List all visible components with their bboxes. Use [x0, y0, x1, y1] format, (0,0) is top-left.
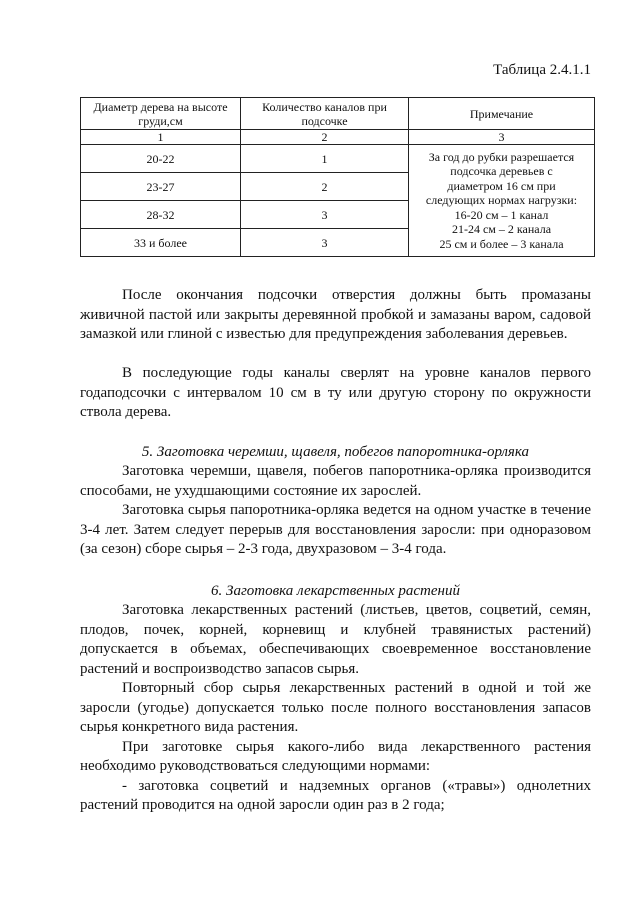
paragraph: Заготовка черемши, щавеля, побегов папоротника-орляка производится способами, не ухудшающими состояние их зарослей.: [80, 463, 591, 499]
section-6-heading: 6. Заготовка лекарственных растений: [211, 583, 460, 599]
table-header-row: [81, 98, 595, 130]
col-number-3: 3: [409, 130, 595, 145]
note-line: подсочка деревьев с: [450, 164, 553, 179]
diameter-cell: 20-22: [81, 145, 241, 173]
section-5-body: [80, 462, 591, 560]
paragraph: - заготовка соцветий и надземных органов («травы») однолетних растений проводится на одной заросли один раз в 2 года;: [80, 777, 591, 813]
diameter-cell: 28-32: [81, 201, 241, 229]
note-line: 16-20 см – 1 канал: [454, 207, 549, 222]
channels-cell: 1: [241, 145, 409, 173]
section-heading-block: [80, 443, 591, 463]
channels-cell: 3: [241, 229, 409, 257]
paragraph: Повторный сбор сырья лекарственных растений в одной и той же заросли (угодье) допускается только после полного восстановления запасов сырья конкретного вида растения.: [80, 680, 591, 735]
table-column-number-row: [81, 130, 595, 145]
paragraph: Заготовка сырья папоротника-орляка ведется на одном участке в течение 3-4 лет. Затем следует перерыв для восстановления заросли: при одноразовом (за сезон) сборе сырья – 2-3 года, двухразовом – 3-4 года.: [80, 502, 591, 557]
paragraph-block: [80, 286, 591, 345]
header-channels: Количество каналов при подсочке: [241, 98, 409, 130]
note-line: диаметром 16 см при: [447, 178, 556, 193]
header-note: Примечание: [409, 98, 595, 130]
channels-cell: 3: [241, 201, 409, 229]
paragraph-block: [80, 364, 591, 423]
section-heading-block: [80, 582, 591, 602]
section-5-heading: 5. Заготовка черемши, щавеля, побегов папоротника-орляка: [141, 444, 530, 460]
section-6-body: [80, 601, 591, 816]
note-line: следующих нормах нагрузки:: [425, 193, 578, 208]
note-cell: [409, 145, 595, 257]
paragraph: В последующие годы каналы сверлят на уровне каналов первого годаподсочки с интервалом 10 см в ту или другую сторону по окружности ствола дерева.: [80, 365, 591, 420]
tapping-norms-table: [80, 97, 595, 257]
note-line: За год до рубки разрешается: [428, 149, 575, 164]
table-row: [81, 145, 595, 173]
paragraph: После окончания подсочки отверстия должны быть промазаны живичной пастой или закрыты деревянной пробкой и замазаны варом, садовой замазкой или глиной с известью для предупреждения заболевания деревьев.: [80, 287, 591, 342]
diameter-cell: 23-27: [81, 173, 241, 201]
note-line: 21-24 см – 2 канала: [451, 222, 552, 237]
paragraph: При заготовке сырья какого-либо вида лекарственного растения необходимо руководствоваться следующими нормами:: [80, 738, 591, 774]
diameter-cell: 33 и более: [81, 229, 241, 257]
paragraph: Заготовка лекарственных растений (листьев, цветов, соцветий, семян, плодов, почек, корней, корневищ и клубней травянистых растений) допускается в объемах, обеспечивающих своевременное восстановление растений и воспроизводство запасов сырья.: [80, 602, 591, 677]
col-number-1: 1: [81, 130, 241, 145]
header-diameter: Диаметр дерева на высоте груди,см: [81, 98, 241, 130]
channels-cell: 2: [241, 173, 409, 201]
table-label: Таблица 2.4.1.1: [493, 62, 591, 78]
col-number-2: 2: [241, 130, 409, 145]
note-line: 25 см и более – 3 канала: [439, 236, 564, 251]
